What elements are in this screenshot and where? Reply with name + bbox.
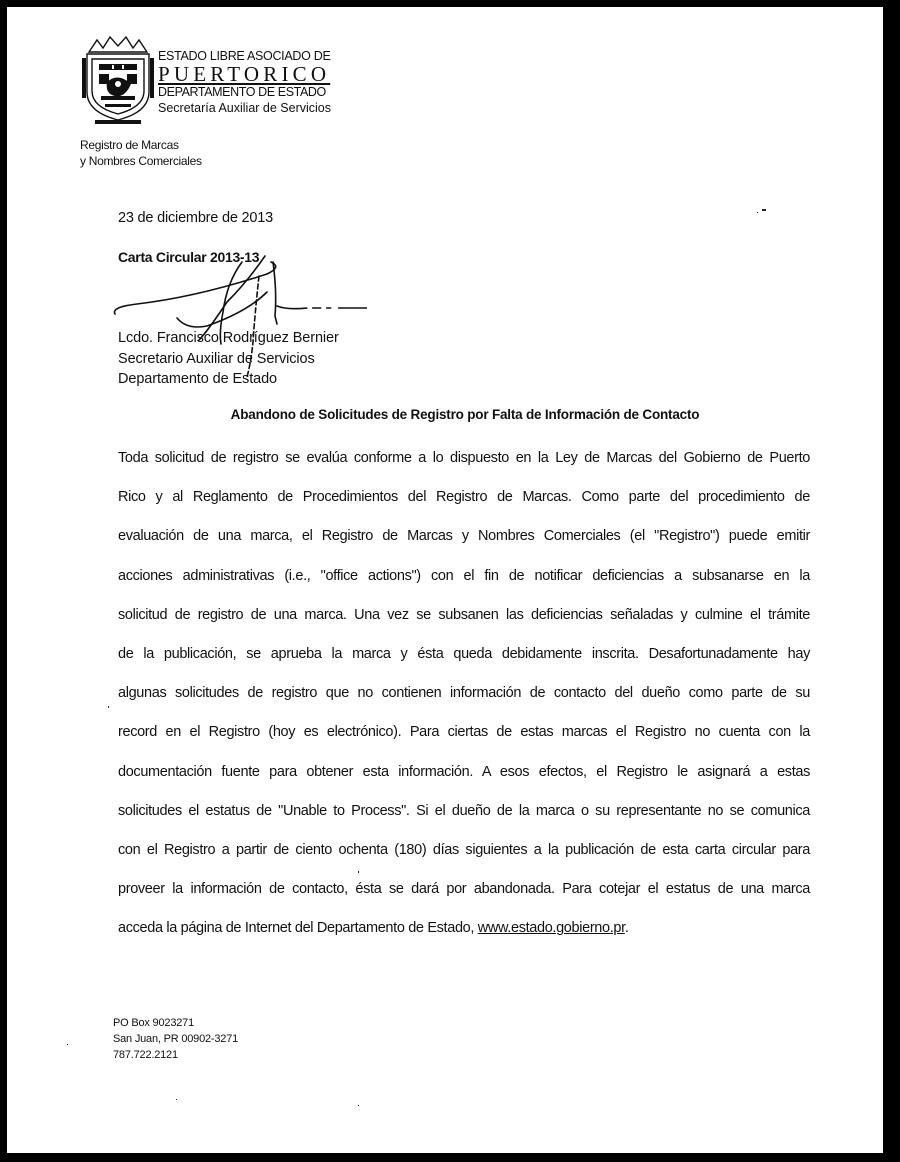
body-line: proveer la información de contacto, ésta se dará por abandonada. Para cotejar el estatus de una marca — [118, 881, 810, 898]
body-line: evaluación de una marca, el Registro de Marcas y Nombres Comerciales (el "Registro") puede emitir — [118, 528, 810, 545]
body-line: acciones administrativas (i.e., "office actions") con el fin de notificar deficiencias a subsanarse en la — [118, 567, 810, 584]
body-line-last — [118, 909, 810, 948]
website-link[interactable]: www.estado.gobierno.pr — [477, 920, 625, 937]
signer-position: Secretario Auxiliar de Servicios — [118, 350, 315, 367]
coat-of-arms-seal-icon — [79, 34, 157, 126]
signer-name: Lcdo. Francisco Rodríguez Bernier — [118, 330, 339, 346]
body-line: de la publicación, se aprueba la marca y ésta queda debidamente inscrita. Desafortunadamente hay — [118, 645, 810, 662]
body-line: Rico y al Reglamento de Procedimientos del Registro de Marcas. Como parte del procedimiento de — [118, 489, 810, 506]
body-line: record en el Registro (hoy es electrónico). Para ciertas de estas marcas el Registro no cuenta con la — [118, 724, 810, 741]
letter-body — [118, 439, 810, 948]
signer-department: Departamento de Estado — [118, 371, 278, 387]
body-last-suffix: . — [624, 920, 629, 937]
letter-title: Abandono de Solicitudes de Registro por Falta de Información de Contacto — [230, 407, 700, 422]
footer-po-box: PO Box 9023271 — [113, 1017, 194, 1029]
letter-page — [7, 7, 883, 1153]
letterhead-secretariat: Secretaría Auxiliar de Servicios — [158, 101, 331, 115]
letterhead-line1: ESTADO LIBRE ASOCIADO DE — [158, 49, 331, 63]
scan-speck — [358, 1105, 359, 1106]
footer-phone: 787.722.2121 — [113, 1049, 178, 1061]
footer-address — [113, 1015, 238, 1063]
body-line: algunas solicitudes de registro que no contienen información de contacto del dueño como parte de su — [118, 685, 810, 702]
body-line: documentación fuente para obtener esta información. A esos efectos, el Registro le asignará a estas — [118, 763, 810, 780]
body-line: solicitud de registro de una marca. Una vez se subsanen las deficiencias señaladas y culmine el trámite — [118, 606, 810, 623]
letterhead-puerto-rico: PUERTORICO — [158, 62, 331, 86]
office-line1: Registro de Marcas — [80, 138, 179, 152]
office-line2: y Nombres Comerciales — [80, 154, 202, 168]
body-last-prefix: acceda la página de Internet del Departamento de Estado, — [118, 920, 478, 937]
office-name — [80, 137, 202, 169]
body-line: con el Registro a partir de ciento ochenta (180) días siguientes a la publicación de esta carta circular para — [118, 841, 810, 858]
body-line: solicitudes el estatus de "Unable to Process". Si el dueño de la marca o su representante no se comunica — [118, 802, 810, 819]
letterhead-department: DEPARTAMENTO DE ESTADO — [158, 85, 326, 99]
scan-speck — [176, 1099, 177, 1100]
footer-city: San Juan, PR 00902-3271 — [113, 1033, 239, 1045]
scan-speck — [358, 871, 359, 873]
scan-speck — [757, 212, 758, 213]
signer-block — [118, 328, 339, 390]
body-line: Toda solicitud de registro se evalúa conforme a lo dispuesto en la Ley de Marcas del Gobierno de Puerto — [118, 450, 810, 466]
scan-speck — [762, 209, 766, 211]
scan-speck — [108, 706, 109, 708]
scan-speck — [67, 1044, 68, 1045]
letterhead — [158, 48, 331, 116]
letter-date: 23 de diciembre de 2013 — [118, 210, 274, 226]
circular-number: Carta Circular 2013-13 — [118, 249, 260, 265]
